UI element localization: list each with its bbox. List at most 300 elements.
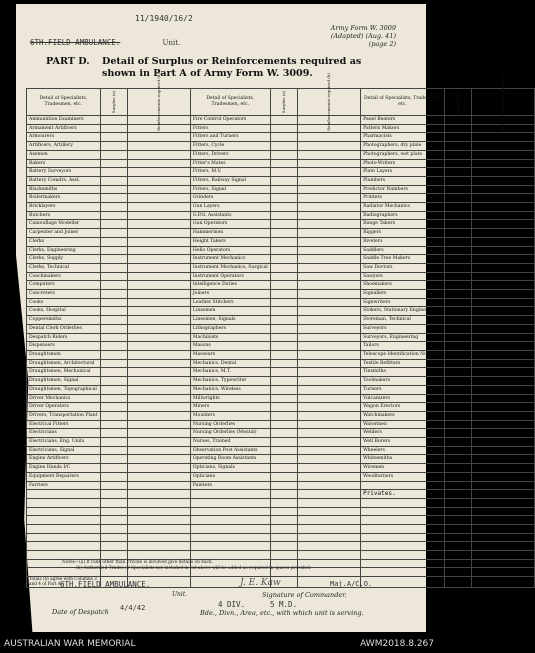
trade-name [27, 551, 101, 560]
reinforcements-cell [472, 455, 535, 464]
trade-name: Painters [190, 481, 270, 490]
reinforcements-cell [298, 272, 361, 281]
surplus-cell [100, 551, 127, 560]
despatch-date: 4/4/42 [120, 604, 146, 612]
trade-name: Fitters, Cycle [190, 142, 270, 151]
reinforcements-cell [472, 464, 535, 473]
surplus-cell [444, 350, 471, 359]
trade-name [190, 551, 270, 560]
surplus-cell [444, 498, 471, 507]
reinforcements-cell [128, 446, 191, 455]
table-row [27, 533, 535, 542]
reinforcements-cell [472, 516, 535, 525]
reinforcements-cell [298, 516, 361, 525]
column-header: Detail of Specialists, Tradesmen, etc. [361, 89, 445, 116]
surplus-cell [270, 290, 297, 299]
surplus-cell [270, 411, 297, 420]
table-row [27, 255, 535, 264]
trade-name: Engine Hands I/C [27, 464, 101, 473]
surplus-cell [100, 316, 127, 325]
reinforcements-cell [472, 185, 535, 194]
surplus-cell [270, 359, 297, 368]
reinforcements-cell [298, 411, 361, 420]
trade-name [190, 542, 270, 551]
surplus-cell [100, 159, 127, 168]
trade-name: Saw Doctors [361, 263, 445, 272]
trade-name [27, 533, 101, 542]
surplus-cell [270, 455, 297, 464]
trade-name: Wagon Erectors [361, 403, 445, 412]
surplus-cell [270, 551, 297, 560]
table-row [27, 446, 535, 455]
surplus-cell [100, 403, 127, 412]
reinforcements-cell [128, 220, 191, 229]
table-row [27, 307, 535, 316]
table-row [27, 159, 535, 168]
surplus-cell [270, 211, 297, 220]
trade-name: Pattern Makers [361, 124, 445, 133]
trade-name: Operating Room Assistants [190, 455, 270, 464]
surplus-cell [444, 168, 471, 177]
surplus-cell [100, 272, 127, 281]
surplus-cell [444, 246, 471, 255]
surplus-cell [100, 290, 127, 299]
trade-name: Clerks, Engineering [27, 246, 101, 255]
trade-name: G.P.O. Assistants [190, 211, 270, 220]
surplus-cell [270, 124, 297, 133]
trade-name: Mechanics, Typewriter [190, 377, 270, 386]
reinforcements-cell [298, 420, 361, 429]
surplus-cell [444, 481, 471, 490]
typed-trade: Privates. [361, 490, 445, 499]
reinforcements-cell [298, 168, 361, 177]
surplus-header: Surplus (a) [100, 89, 127, 116]
surplus-cell [270, 438, 297, 447]
table-row [27, 272, 535, 281]
trade-name [27, 490, 101, 499]
surplus-cell [100, 333, 127, 342]
reinforcements-cell [128, 481, 191, 490]
trade-name: Plate Layers [361, 168, 445, 177]
reinforcements-cell [298, 237, 361, 246]
surplus-cell [270, 481, 297, 490]
reinforcements-cell [128, 359, 191, 368]
trade-name: Toolmakers [361, 377, 445, 386]
trade-name: Telescope Identification Numbers [361, 350, 445, 359]
reinforcements-cell [128, 368, 191, 377]
surplus-cell [100, 525, 127, 534]
trade-name: Mechanics, Wireless [190, 385, 270, 394]
trade-name: Carpenter and Joiner [27, 229, 101, 238]
table-row [27, 185, 535, 194]
surplus-cell [444, 490, 471, 499]
reinforcements-cell [128, 377, 191, 386]
trade-name [361, 525, 445, 534]
trade-name: Driver Mechanics [27, 394, 101, 403]
trade-name: Plumbers [361, 176, 445, 185]
surplus-cell [270, 385, 297, 394]
reinforcements-cell [472, 150, 535, 159]
reinforcements-cell [298, 498, 361, 507]
reinforcements-cell [128, 472, 191, 481]
reinforcements-cell [298, 211, 361, 220]
surplus-cell [270, 377, 297, 386]
table-row [27, 133, 535, 142]
footer-unit-label: Unit. [172, 591, 188, 598]
surplus-cell [444, 446, 471, 455]
trade-name [361, 577, 445, 588]
reinforcements-cell [472, 577, 535, 588]
reinforcements-cell [472, 429, 535, 438]
surplus-cell [444, 507, 471, 516]
reinforcements-cell [128, 298, 191, 307]
trade-name [361, 542, 445, 551]
reinforcements-cell [298, 525, 361, 534]
table-row [27, 542, 535, 551]
totals-label: Totals (to agree with Columns 3 and 4 of Part A.) [27, 577, 101, 588]
surplus-cell [444, 194, 471, 203]
reinforcements-cell [128, 203, 191, 212]
trade-name: Wiremen [361, 464, 445, 473]
surplus-cell [270, 150, 297, 159]
trade-name [361, 559, 445, 568]
reinforcements-cell [472, 551, 535, 560]
reinforcements-cell [472, 568, 535, 577]
surplus-cell [100, 246, 127, 255]
surplus-cell [270, 142, 297, 151]
reinforcements-cell [298, 490, 361, 499]
trade-name: Joiners [190, 290, 270, 299]
surplus-cell [270, 324, 297, 333]
reinforcements-cell [298, 298, 361, 307]
surplus-cell [270, 185, 297, 194]
form-number [318, 24, 396, 48]
surplus-cell [444, 559, 471, 568]
table-row [27, 237, 535, 246]
surplus-cell [444, 281, 471, 290]
reinforcements-cell [298, 229, 361, 238]
surplus-cell [100, 368, 127, 377]
surplus-cell [270, 168, 297, 177]
table-row [27, 481, 535, 490]
trade-name: Radiator Mechanics [361, 203, 445, 212]
reinforcements-cell [298, 194, 361, 203]
surplus-cell [444, 255, 471, 264]
trade-name: Fire Control Operators [190, 116, 270, 125]
surplus-cell [444, 203, 471, 212]
trade-name: Coachmakers [27, 272, 101, 281]
table-row [27, 290, 535, 299]
reinforcements-value: 2 [472, 490, 535, 499]
surplus-cell [270, 220, 297, 229]
trade-name: Miners [190, 403, 270, 412]
surplus-cell [444, 385, 471, 394]
reinforcements-cell [298, 342, 361, 351]
trade-name: Well Borers [361, 438, 445, 447]
trade-name [190, 498, 270, 507]
trade-name [190, 516, 270, 525]
reinforcements-cell [298, 255, 361, 264]
surplus-cell [100, 124, 127, 133]
surplus-cell [444, 472, 471, 481]
surplus-cell [270, 507, 297, 516]
trade-name: Fitter's Mates [190, 159, 270, 168]
table-row [27, 403, 535, 412]
reinforcements-cell [472, 403, 535, 412]
reinforcements-cell [128, 533, 191, 542]
unit-header [30, 38, 180, 47]
trade-name: Masseurs [190, 350, 270, 359]
surplus-cell [270, 159, 297, 168]
table-row [27, 298, 535, 307]
trade-name: Turners [361, 385, 445, 394]
archive-accession: AWM2018.8.267 [360, 639, 434, 649]
reinforcements-cell [472, 324, 535, 333]
surplus-cell [100, 263, 127, 272]
reinforcements-cell [472, 298, 535, 307]
trade-name: Linesmen, Signals [190, 316, 270, 325]
reinforcements-cell [298, 246, 361, 255]
surplus-cell [100, 150, 127, 159]
commander-signature: J. E. Kaw [240, 578, 281, 588]
reinforcements-cell [298, 533, 361, 542]
surplus-cell [444, 220, 471, 229]
reinforcements-cell [128, 281, 191, 290]
note: Notes—(a) If rank other than Private is involved give details on back. [62, 560, 213, 565]
surplus-cell [270, 472, 297, 481]
reinforcements-cell [128, 411, 191, 420]
trade-name: Clerks, Supply [27, 255, 101, 264]
reinforcements-cell [472, 359, 535, 368]
trade-name: Masons [190, 342, 270, 351]
trade-name: Signwriters [361, 298, 445, 307]
reinforcements-cell [128, 403, 191, 412]
trade-name: Photo-Writers [361, 159, 445, 168]
trade-name: Coppersmiths [27, 316, 101, 325]
trade-name: Welders [361, 429, 445, 438]
surplus-cell [444, 394, 471, 403]
reinforcements-cell [472, 481, 535, 490]
reinforcements-cell [128, 194, 191, 203]
surplus-cell [270, 133, 297, 142]
reinforcements-cell [472, 316, 535, 325]
trade-name: Tinsmiths [361, 368, 445, 377]
trade-name [27, 507, 101, 516]
surplus-cell [270, 403, 297, 412]
trade-name: Leather Stitchers [190, 298, 270, 307]
table-row [27, 350, 535, 359]
surplus-cell [444, 324, 471, 333]
reinforcements-cell [298, 203, 361, 212]
surplus-cell [270, 394, 297, 403]
reinforcements-cell [298, 350, 361, 359]
trade-name: Hammermen [190, 229, 270, 238]
surplus-cell [444, 211, 471, 220]
surplus-cell [100, 533, 127, 542]
surplus-cell [100, 255, 127, 264]
part-label: PART D. [46, 56, 90, 67]
trade-name: Storeman, Technical [361, 316, 445, 325]
reinforcements-cell [298, 359, 361, 368]
trade-name: Farriers [27, 481, 101, 490]
reinforcements-cell [472, 281, 535, 290]
reinforcements-cell [128, 185, 191, 194]
reinforcements-cell [298, 507, 361, 516]
surplus-cell [444, 185, 471, 194]
table-row [27, 324, 535, 333]
reinforcements-cell [128, 176, 191, 185]
trade-name: Nurses, Trained [190, 438, 270, 447]
surplus-cell [270, 316, 297, 325]
surplus-cell [100, 481, 127, 490]
surplus-cell [100, 194, 127, 203]
footer-unit-name: 6TH.FIELD AMBULANCE. [60, 580, 151, 589]
trade-name: Fitters, M.V. [190, 168, 270, 177]
part-title: Detail of Surplus or Reinforcements required as shown in Part A of Army Form W. 3009. [102, 56, 362, 79]
surplus-cell [270, 446, 297, 455]
form-line: (page 2) [368, 40, 396, 48]
trade-name: Camouflage Modeller [27, 220, 101, 229]
surplus-cell [100, 350, 127, 359]
surplus-cell [444, 411, 471, 420]
surplus-cell [444, 438, 471, 447]
table-row [27, 246, 535, 255]
trade-name: Electricians, Signal [27, 446, 101, 455]
reinforcements-cell [298, 446, 361, 455]
reinforcements-cell [128, 159, 191, 168]
trade-name [190, 490, 270, 499]
reinforcements-cell [472, 342, 535, 351]
reinforcements-cell [128, 498, 191, 507]
trade-name: Mechanics, M.T. [190, 368, 270, 377]
reinforcements-cell [128, 464, 191, 473]
surplus-cell [444, 429, 471, 438]
surplus-cell [100, 542, 127, 551]
table-row [27, 150, 535, 159]
surplus-cell [270, 116, 297, 125]
reinforcements-cell [128, 490, 191, 499]
surplus-cell [100, 281, 127, 290]
table-row [27, 507, 535, 516]
surplus-cell [444, 542, 471, 551]
reinforcements-cell [472, 246, 535, 255]
trade-name: Cooks, Hospital [27, 307, 101, 316]
trade-name: Instrument Mechanics [190, 255, 270, 264]
reinforcements-cell [128, 316, 191, 325]
table-row [27, 168, 535, 177]
table-row [27, 220, 535, 229]
reinforcements-cell [128, 237, 191, 246]
trade-name: Lithographers [190, 324, 270, 333]
trade-name [361, 498, 445, 507]
trade-name: Machinists [190, 333, 270, 342]
trade-name: Fitters and Turners [190, 133, 270, 142]
trade-name: Drivers, Transportation Plant [27, 411, 101, 420]
trade-name: Armament Artificers [27, 124, 101, 133]
trade-name [27, 498, 101, 507]
reinforcements-cell [128, 516, 191, 525]
surplus-cell [100, 455, 127, 464]
reinforcements-cell [128, 429, 191, 438]
reinforcements-cell [298, 133, 361, 142]
reinforcements-cell [128, 333, 191, 342]
surplus-cell [100, 133, 127, 142]
surplus-cell [100, 342, 127, 351]
trade-name [27, 525, 101, 534]
surplus-header: Surplus (a) [444, 89, 471, 116]
reinforcements-cell [472, 446, 535, 455]
reinforcements-cell [298, 176, 361, 185]
signature-label: Signature of Commander. [262, 591, 347, 599]
table-row [27, 229, 535, 238]
trade-name: Height Takers [190, 237, 270, 246]
archive-caption [0, 636, 439, 653]
reinforcements-cell [128, 455, 191, 464]
trade-name: Boilermakers [27, 194, 101, 203]
trade-name [361, 481, 445, 490]
commander-rank: Maj.A/C.O. [330, 580, 373, 588]
trade-name [27, 516, 101, 525]
trade-name: Nursing Orderlies (Mental) [190, 429, 270, 438]
reinforcements-cell [128, 272, 191, 281]
table-row [27, 490, 535, 499]
reinforcements-cell [472, 220, 535, 229]
reinforcements-cell [472, 377, 535, 386]
table-header-row [27, 89, 535, 116]
trade-name [190, 507, 270, 516]
trade-name: Opticians [190, 472, 270, 481]
table-row [27, 333, 535, 342]
trade-name: Ammunition Examiners [27, 116, 101, 125]
reinforcements-cell [298, 551, 361, 560]
surplus-cell [444, 551, 471, 560]
reinforcements-cell [298, 150, 361, 159]
reinforcements-cell [128, 350, 191, 359]
trade-name: Predictor Numbers [361, 185, 445, 194]
trade-name: Fitters, Signal [190, 185, 270, 194]
specialists-table [26, 72, 535, 588]
reinforcements-cell [472, 229, 535, 238]
surplus-cell [444, 159, 471, 168]
column-header: Detail of Specialists, Tradesmen, etc. [190, 89, 270, 116]
surplus-cell [270, 368, 297, 377]
reinforcements-cell [298, 281, 361, 290]
reinforcements-cell [472, 411, 535, 420]
surplus-cell [100, 377, 127, 386]
reinforcements-cell [298, 368, 361, 377]
reinforcements-cell [298, 142, 361, 151]
reinforcements-cell [128, 551, 191, 560]
date-label: Date of Despatch [52, 608, 109, 616]
surplus-cell [270, 237, 297, 246]
trade-name [190, 533, 270, 542]
trade-name [361, 551, 445, 560]
surplus-cell [100, 507, 127, 516]
surplus-cell [270, 429, 297, 438]
reinforcements-cell [472, 385, 535, 394]
trade-name: Electrical Fitters [27, 420, 101, 429]
table-row [27, 281, 535, 290]
trade-name [27, 542, 101, 551]
reinforcements-cell [128, 507, 191, 516]
unit-label: Unit. [162, 39, 181, 47]
reinforcements-cell [298, 542, 361, 551]
trade-name: Hello Operators [190, 246, 270, 255]
reinforcements-cell [298, 307, 361, 316]
trade-name: Clerks [27, 237, 101, 246]
surplus-cell [100, 229, 127, 238]
trade-name: Draughtsmen, Topographical [27, 385, 101, 394]
